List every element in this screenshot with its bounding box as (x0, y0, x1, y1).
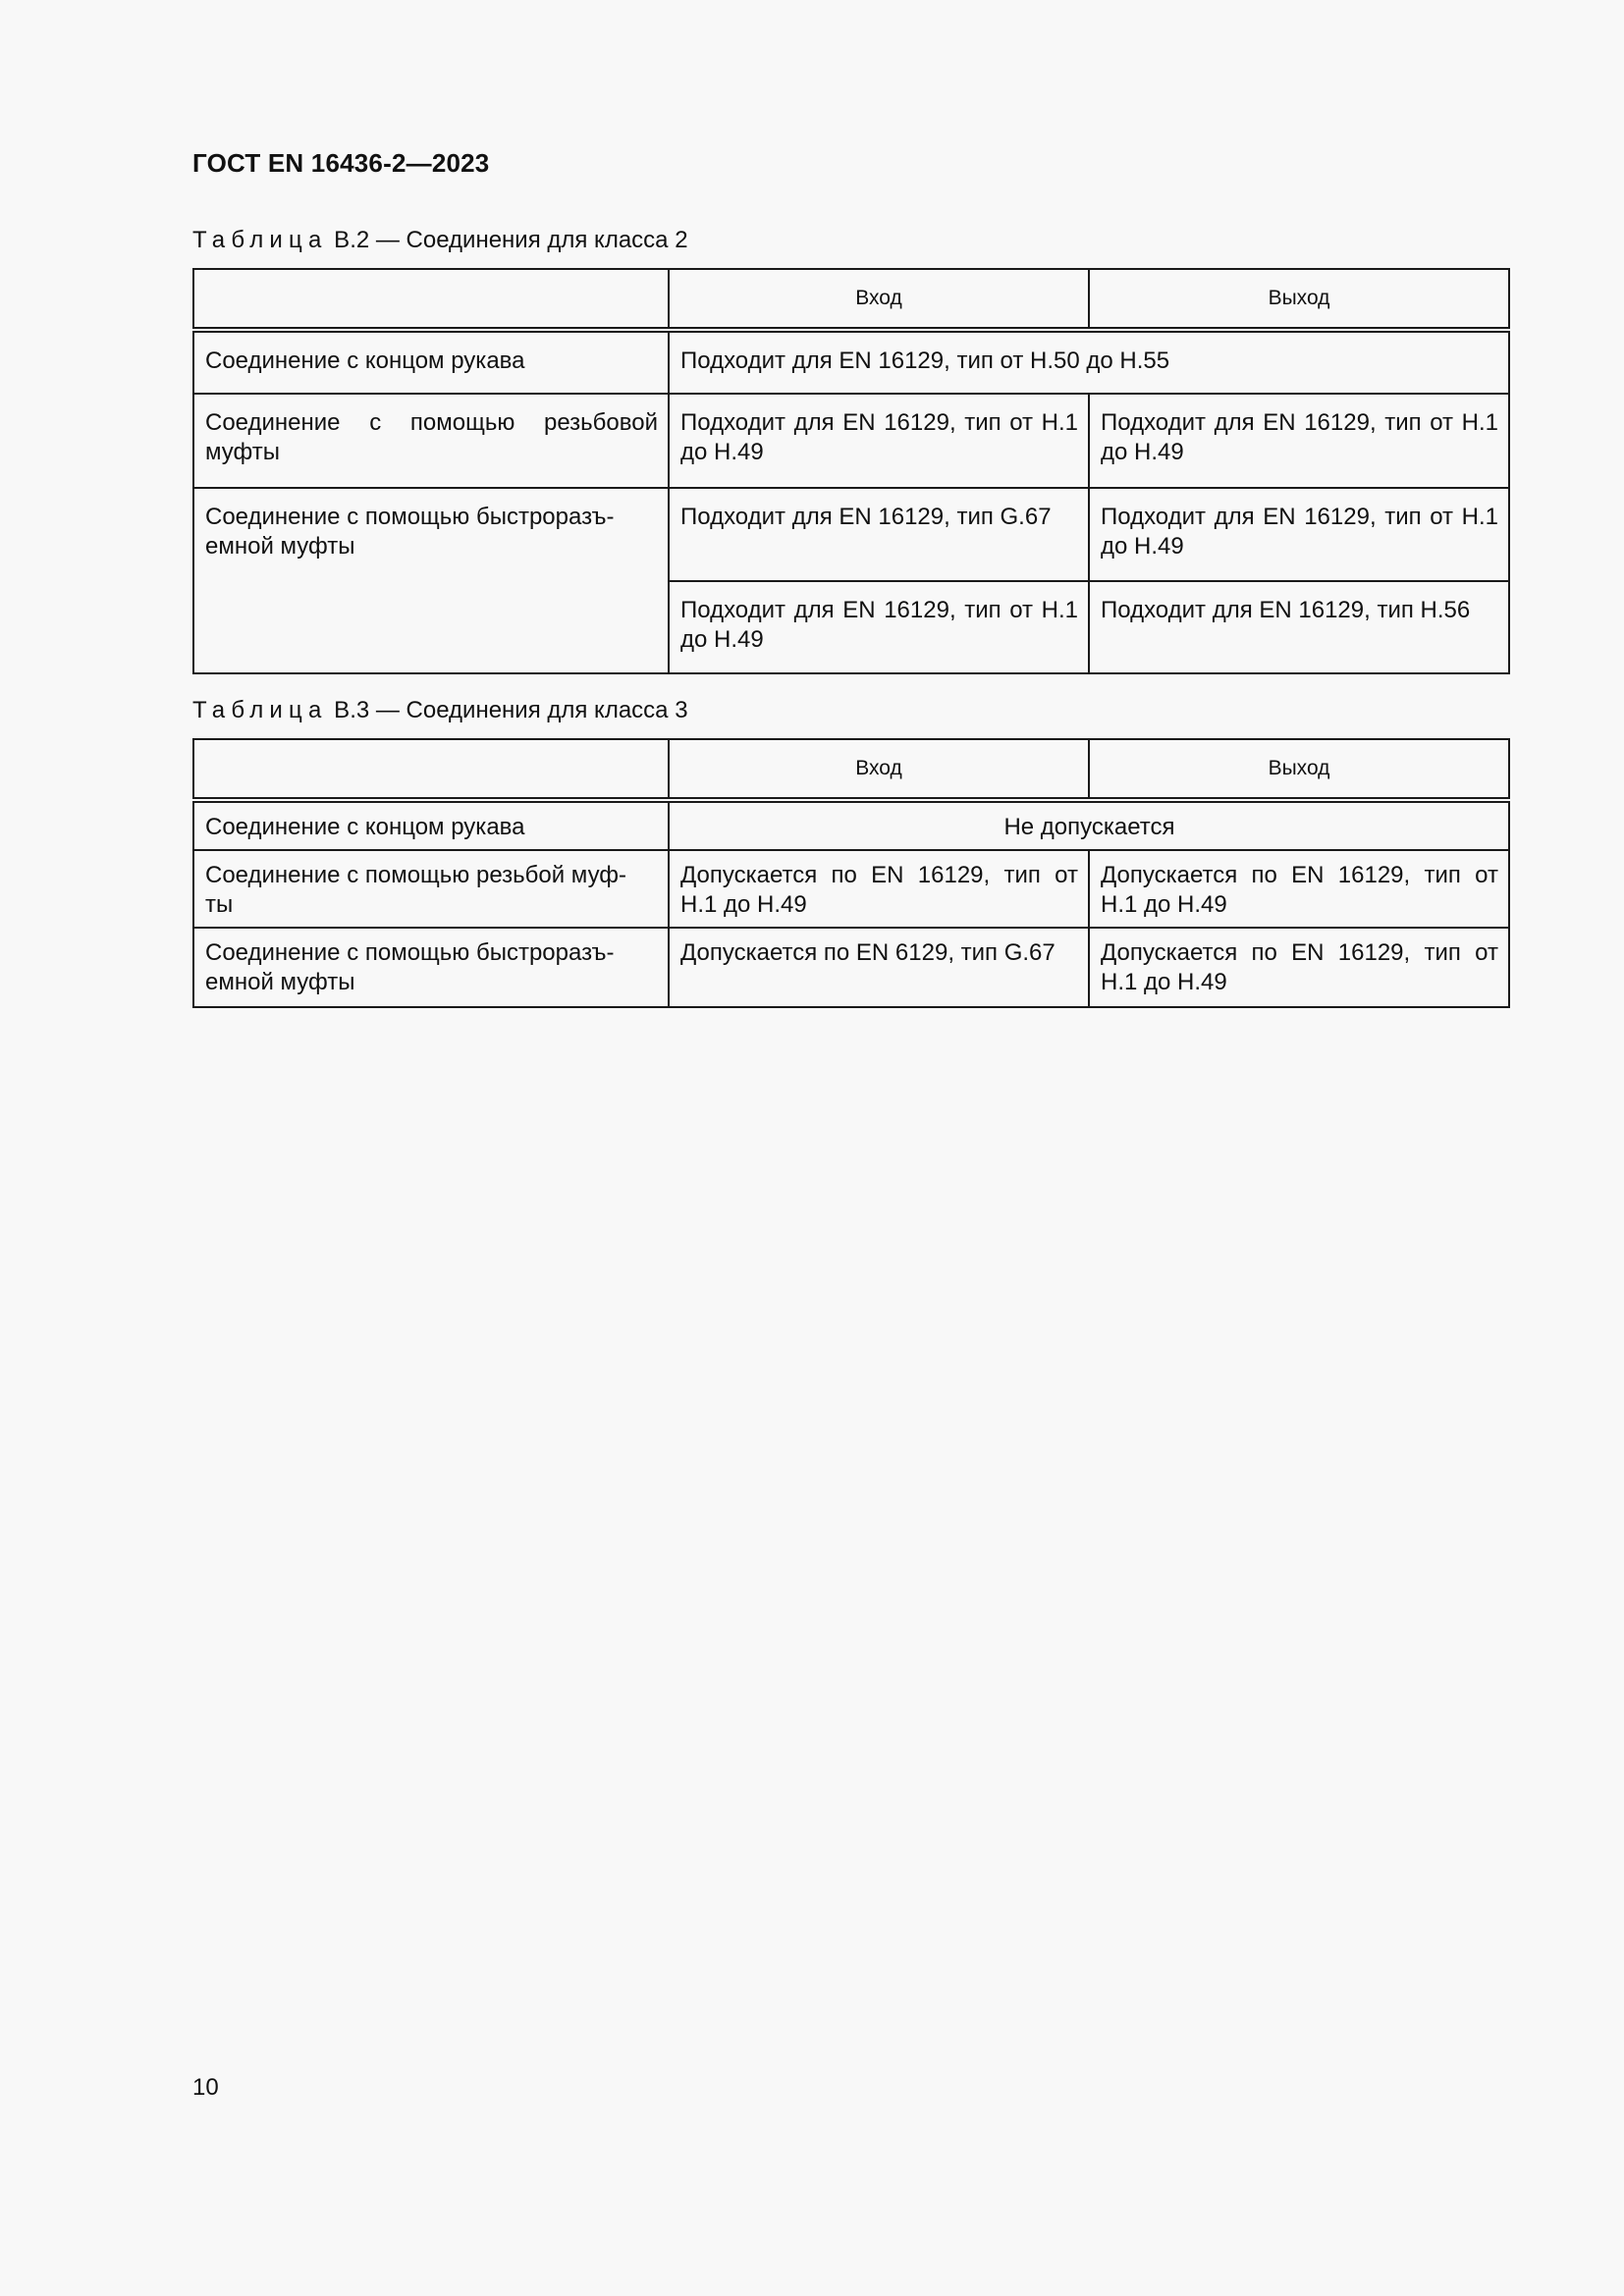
row-label: Соединение с концом рукава (193, 800, 669, 850)
column-header-output: Выход (1089, 269, 1509, 330)
column-header-input: Вход (669, 269, 1089, 330)
input-cell: Допускается по EN 16129, тип от H.1 до H.49 (669, 850, 1089, 928)
caption-text: B.3 — Соединения для класса 3 (327, 697, 688, 723)
input-cell: Подходит для EN 16129, тип от H.1 до H.49 (669, 581, 1089, 673)
caption-word: Таблица (192, 697, 328, 723)
output-cell: Подходит для EN 16129, тип от H.1 до H.49 (1089, 394, 1509, 488)
row-label: Соединение с помощью быстроразъ- емной муфты (193, 488, 669, 673)
document-header: ГОСТ EN 16436-2—2023 (192, 148, 490, 178)
table-row (193, 800, 1509, 850)
table-row (193, 394, 1509, 488)
row-label: Соединение с концом рукава (193, 330, 669, 394)
column-header-output: Выход (1089, 739, 1509, 800)
caption-text: B.2 — Соединения для класса 2 (327, 227, 688, 253)
table-row (193, 330, 1509, 394)
output-cell: Подходит для EN 16129, тип H.56 (1089, 581, 1509, 673)
output-cell: Допускается по EN 16129, тип от H.1 до H.49 (1089, 850, 1509, 928)
row-label: Соединение с помощью резьбовой муфты (193, 394, 669, 488)
input-cell: Подходит для EN 16129, тип G.67 (669, 488, 1089, 581)
input-cell: Подходит для EN 16129, тип от H.1 до H.49 (669, 394, 1089, 488)
header-empty-cell (193, 739, 669, 800)
table-row (193, 488, 1509, 581)
table-header-row (193, 269, 1509, 330)
table-header-row (193, 739, 1509, 800)
output-cell: Допускается по EN 16129, тип от H.1 до H.49 (1089, 928, 1509, 1007)
output-cell: Подходит для EN 16129, тип от H.1 до H.49 (1089, 488, 1509, 581)
input-cell: Допускается по EN 6129, тип G.67 (669, 928, 1089, 1007)
table-row (193, 850, 1509, 928)
column-header-input: Вход (669, 739, 1089, 800)
table-row (193, 928, 1509, 1007)
table-b3-caption (192, 697, 688, 724)
header-empty-cell (193, 269, 669, 330)
table-b2-caption (192, 227, 688, 254)
merged-cell: Не допускается (669, 800, 1509, 850)
row-label: Соединение с помощью резьбой муф- ты (193, 850, 669, 928)
row-label: Соединение с помощью быстроразъ- емной муфты (193, 928, 669, 1007)
caption-word: Таблица (192, 227, 328, 253)
table-b3 (192, 738, 1510, 1008)
merged-cell: Подходит для EN 16129, тип от H.50 до H.55 (669, 330, 1509, 394)
table-b2 (192, 268, 1510, 674)
page-number: 10 (192, 2074, 219, 2101)
